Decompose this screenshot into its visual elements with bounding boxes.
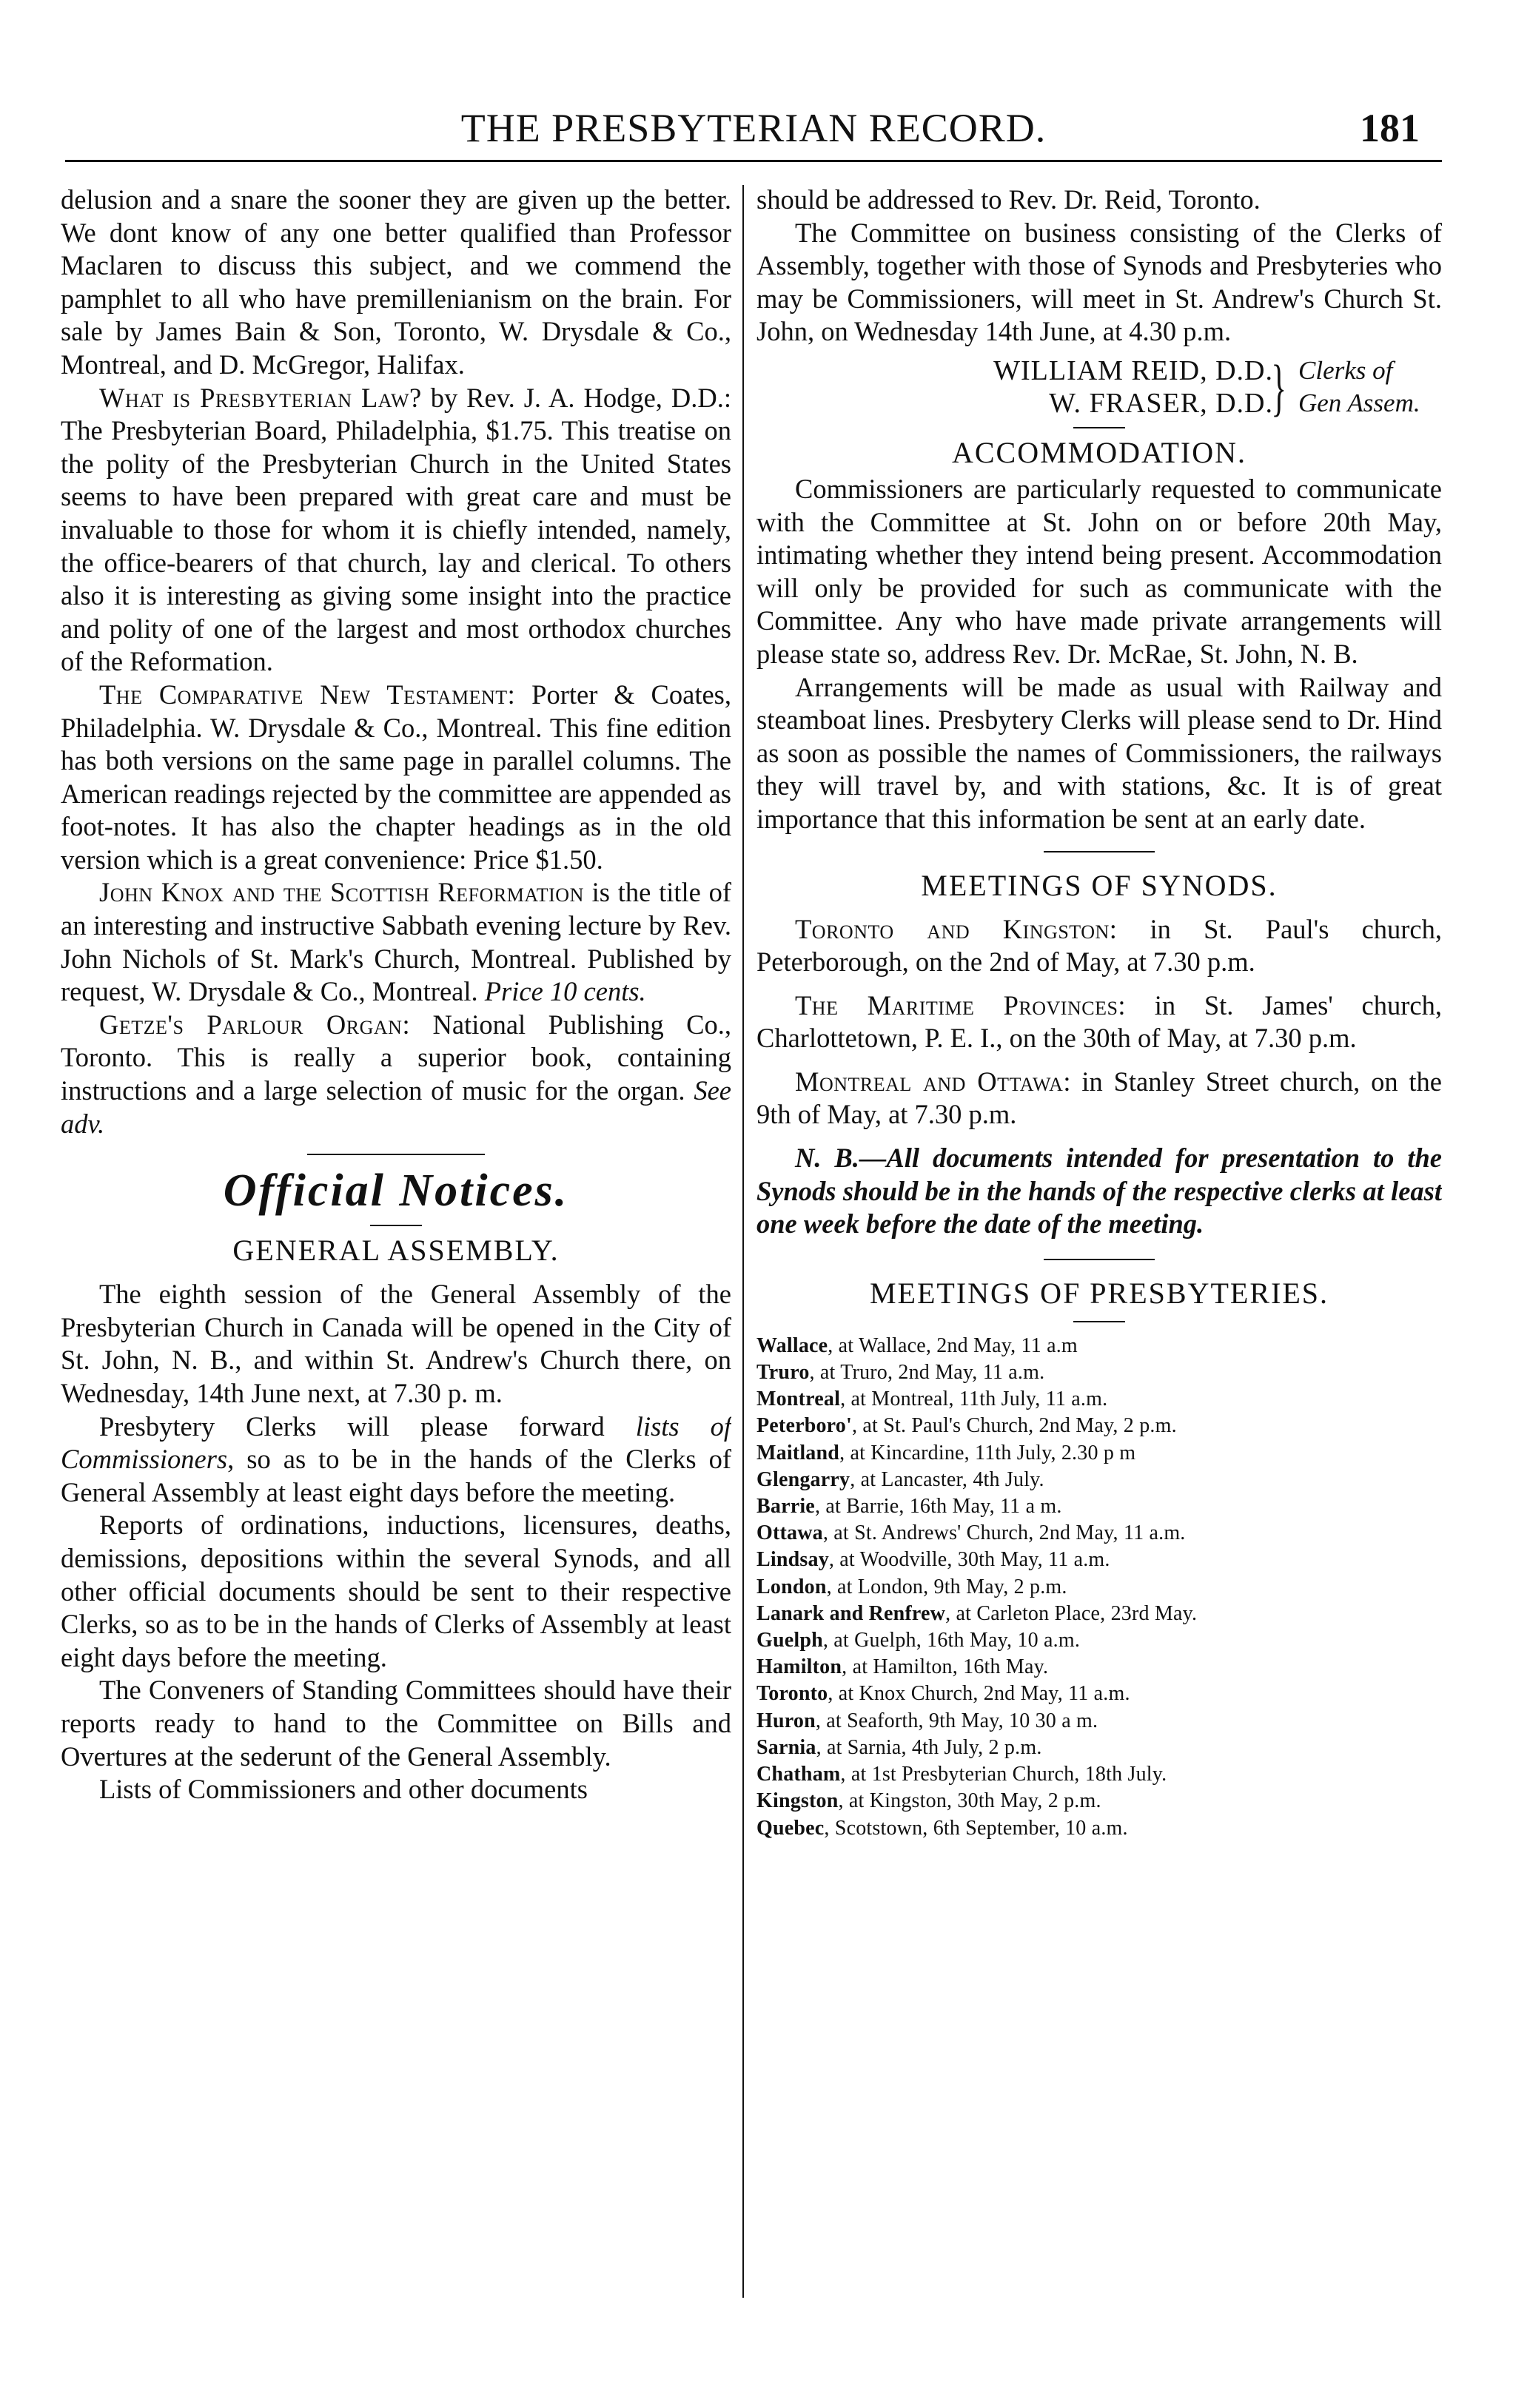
notice-text: , so as to be in the hands of the Clerks of General Assembly at least eight days before the meeting. [61, 1444, 731, 1507]
review-price: Price 10 cents. [484, 976, 646, 1007]
presbytery-entry [756, 1413, 1442, 1439]
presbytery-name: Truro [756, 1361, 810, 1385]
synod-name: Montreal and Ottawa [795, 1066, 1064, 1097]
presbytery-name: Hamilton [756, 1655, 842, 1679]
right-column [756, 184, 1442, 2300]
short-rule [1073, 427, 1125, 428]
presbytery-name: Lindsay [756, 1548, 829, 1572]
presbytery-name: London [756, 1575, 827, 1598]
presbytery-entry [756, 1333, 1442, 1359]
review-text: is the title of an interesting and instructive Sabbath evening lecture by Rev. John Nichols of St. Mark's Church, Montreal. Published by request, W. Drysdale & Co., Montreal. [61, 877, 731, 1007]
presbytery-details: , at Knox Church, 2nd May, 11 a.m. [828, 1682, 1130, 1706]
notice-paragraph: Commissioners are particularly requested to communicate with the Committee at St. John on or before 20th May, intimating whether they intend being present. Accommodation will only be provided for such as communicate with the Committee. Any who have made private arrangements will please state so, address Rev. Dr. McRae, St. John, N. B. [756, 473, 1442, 669]
presbytery-details: , at Barrie, 16th May, 11 a m. [814, 1495, 1062, 1519]
office-line: Gen Assem. [1298, 388, 1420, 417]
presbytery-details: , at Sarnia, 4th July, 2 p.m. [816, 1735, 1042, 1759]
presbytery-entry [756, 1815, 1442, 1842]
presbytery-details: , at St. Andrews' Church, 2nd May, 11 a.m. [822, 1521, 1186, 1545]
synod-entry [756, 913, 1442, 979]
presbytery-entry [756, 1735, 1442, 1761]
presbytery-name: Lanark and Renfrew [756, 1601, 946, 1625]
journal-title: THE PRESBYTERIAN RECORD. [460, 106, 1047, 150]
presbytery-details: , at Guelph, 16th May, 10 a.m. [822, 1629, 1081, 1652]
presbytery-entry [756, 1520, 1442, 1547]
review-paragraph [61, 876, 731, 1008]
notice-paragraph: Lists of Commissioners and other documents [99, 1774, 588, 1805]
review-paragraph [61, 679, 731, 877]
notice-paragraph: Reports of ordinations, inductions, licensures, deaths, demissions, depositions within the several Synods, and all other official documents should be sent to their respective Clerks, so as to be in the hands of Clerks of Assembly at least eight days before the meeting. [61, 1510, 731, 1672]
synod-text: in St. Paul's church, Peterborough, on the 2nd of May, at 7.30 p.m. [756, 913, 1442, 978]
presbytery-details: , at 1st Presbyterian Church, 18th July. [840, 1763, 1167, 1786]
synod-note: N. B.—All documents intended for presentation to the Synods should be in the hands of the respective clerks at least one week before the date of the meeting. [756, 1143, 1442, 1240]
presbytery-details: , at Montreal, 11th July, 11 a.m. [840, 1388, 1108, 1411]
review-text: National Publishing Co., Toronto. This is really a superior book, containing instructions and a large selection of music for the organ. [61, 1009, 731, 1106]
brace-mark: } [1271, 351, 1286, 423]
page-number: 181 [1360, 106, 1420, 150]
review-title: What is Presbyterian Law? [99, 382, 422, 413]
synod-text: : in Stanley Street church, on the 9th of May, at 7.30 p.m. [756, 1066, 1442, 1130]
presbytery-list [756, 1333, 1442, 1842]
section-rule [1044, 851, 1155, 852]
signatory-office [1298, 354, 1420, 420]
presbytery-entry [756, 1627, 1442, 1654]
synod-name: The Maritime Provinces: [795, 989, 1127, 1020]
presbytery-details: , at Kincardine, 11th July, 2.30 p m [839, 1441, 1136, 1464]
presbytery-details: , Scotstown, 6th September, 10 a.m. [824, 1816, 1128, 1840]
presbytery-name: Toronto [756, 1682, 828, 1706]
presbytery-name: Ottawa [756, 1521, 823, 1545]
section-rule [1044, 1259, 1155, 1260]
review-title: John Knox and the Scottish Reformation [99, 877, 584, 908]
presbytery-details: , at Carleton Place, 23rd May. [945, 1601, 1198, 1625]
notice-paragraph: Arrangements will be made as usual with Railway and steamboat lines. Presbytery Clerks will please send to Dr. Hind as soon as possible the names of Commissioners, the railways they will travel by, and with stations, &c. It is of great importance that this information be sent at an early date. [756, 671, 1442, 834]
presbytery-name: Kingston [756, 1789, 839, 1813]
presbyteries-heading: MEETINGS OF PRESBYTERIES. [869, 1276, 1329, 1310]
presbytery-name: Glengarry [756, 1467, 850, 1491]
notice-paragraph: The eighth session of the General Assembly of the Presbyterian Church in Canada will be opened in the City of St. John, N. B., and within St. Andrew's Church there, on Wednesday, 14th June next, at 7.30 p. m. [61, 1279, 731, 1408]
presbytery-details: , at St. Paul's Church, 2nd May, 2 p.m. [851, 1414, 1177, 1438]
presbytery-entry [756, 1761, 1442, 1788]
presbytery-name: Barrie [756, 1495, 815, 1519]
presbytery-details: , at Hamilton, 16th May. [842, 1655, 1049, 1679]
presbytery-details: , at Lancaster, 4th July. [850, 1467, 1044, 1491]
synod-entry [756, 1066, 1442, 1131]
presbytery-entry [756, 1574, 1442, 1601]
notice-paragraph: should be addressed to Rev. Dr. Reid, Toronto. [756, 184, 1261, 215]
signatory-name: WILLIAM REID, D.D. [993, 354, 1273, 386]
official-notices-heading: Official Notices. [223, 1166, 569, 1217]
section-rule [307, 1154, 485, 1155]
presbytery-entry [756, 1681, 1442, 1707]
left-column [61, 184, 731, 2300]
synods-heading: MEETINGS OF SYNODS. [921, 868, 1278, 902]
synod-text: in St. James' church, Charlottetown, P. E. I., on the 30th of May, at 7.30 p.m. [756, 989, 1442, 1054]
short-rule [370, 1225, 422, 1226]
review-text: Porter & Coates, Philadelphia. W. Drysdale & Co., Montreal. This fine edition has both versions on the same page in parallel columns. The American readings rejected by the committee are appended as foot-notes. It has also the chapter headings as in the old version which is a great convenience: Price $1.50. [61, 679, 731, 875]
notice-paragraph: The Conveners of Standing Committees should have their reports ready to hand to the Committee on Bills and Overtures at the sederunt of the General Assembly. [61, 1675, 731, 1772]
notice-emphasis: lists of Commissioners [61, 1410, 731, 1475]
general-assembly-heading: GENERAL ASSEMBLY. [232, 1234, 560, 1268]
review-adv: See adv. [61, 1075, 731, 1139]
presbytery-entry [756, 1386, 1442, 1413]
notice-paragraph: The Committee on business consisting of the Clerks of Assembly, together with those of Synods and Presbyteries who may be Commissioners, will meet in St. Andrew's Church St. John, on Wednesday 14th June, at 4.30 p.m. [756, 217, 1442, 347]
presbytery-entry [756, 1788, 1442, 1815]
presbytery-name: Peterboro' [756, 1414, 852, 1438]
presbytery-name: Wallace [756, 1334, 828, 1357]
column-divider [742, 185, 744, 2298]
synod-name: Toronto and Kingston: [795, 913, 1118, 944]
notice-text: Presbytery Clerks will please forward [99, 1410, 636, 1442]
presbytery-details: , at London, 9th May, 2 p.m. [826, 1575, 1067, 1598]
accommodation-heading: ACCOMMODATION. [951, 435, 1247, 469]
presbytery-entry [756, 1359, 1442, 1386]
short-rule [1073, 1321, 1125, 1322]
review-paragraph [61, 1009, 731, 1140]
presbytery-name: Montreal [756, 1388, 841, 1411]
presbytery-entry [756, 1440, 1442, 1467]
presbytery-name: Huron [756, 1709, 816, 1732]
presbytery-name: Sarnia [756, 1735, 816, 1759]
signature-block [756, 351, 1442, 423]
review-paragraph [61, 382, 731, 679]
office-line: Clerks of [1298, 355, 1393, 385]
presbytery-name: Guelph [756, 1629, 823, 1652]
presbytery-entry [756, 1601, 1442, 1627]
synod-entry [756, 989, 1442, 1055]
presbytery-entry [756, 1547, 1442, 1573]
presbytery-name: Maitland [756, 1441, 840, 1464]
presbytery-entry [756, 1467, 1442, 1493]
review-text: by Rev. J. A. Hodge, D.D.: The Presbyterian Board, Philadelphia, $1.75. This treatise on the polity of the Presbyterian Church in the United States seems to have been prepared with great care and must be invaluable to those for whom it is chiefly intended, namely, the office-bearers of that church, lay and clerical. To others also it is interesting as giving some insight into the practice and polity of one of the largest and most orthodox churches of the Reformation. [61, 382, 731, 677]
presbytery-entry [756, 1654, 1442, 1681]
review-title: Getze's Parlour Organ: [99, 1009, 411, 1040]
presbytery-details: , at Truro, 2nd May, 11 a.m. [809, 1361, 1045, 1385]
presbytery-details: , at Woodville, 30th May, 11 a.m. [828, 1548, 1110, 1572]
running-head [65, 102, 1442, 154]
review-paragraph: delusion and a snare the sooner they are given up the better. We dont know of any one better qualified than Professor Maclaren to discuss this subject, and we commend the pamphlet to all who have premillenianism on the brain. For sale by James Bain & Son, Toronto, W. Drysdale & Co., Montreal, and D. McGregor, Halifax. [61, 184, 731, 380]
presbytery-name: Chatham [756, 1763, 841, 1786]
signatories [993, 354, 1273, 420]
presbytery-details: , at Seaforth, 9th May, 10 30 a m. [815, 1709, 1098, 1732]
presbytery-details: , at Kingston, 30th May, 2 p.m. [838, 1789, 1101, 1813]
presbytery-details: , at Wallace, 2nd May, 11 a.m [828, 1334, 1078, 1357]
presbytery-name: Quebec [756, 1816, 825, 1840]
review-title: The Comparative New Testament: [99, 679, 516, 710]
presbytery-entry [756, 1708, 1442, 1735]
presbytery-entry [756, 1493, 1442, 1520]
notice-paragraph [61, 1410, 731, 1510]
signatory-name: W. FRASER, D.D. [1049, 387, 1273, 419]
header-rule [65, 160, 1442, 162]
